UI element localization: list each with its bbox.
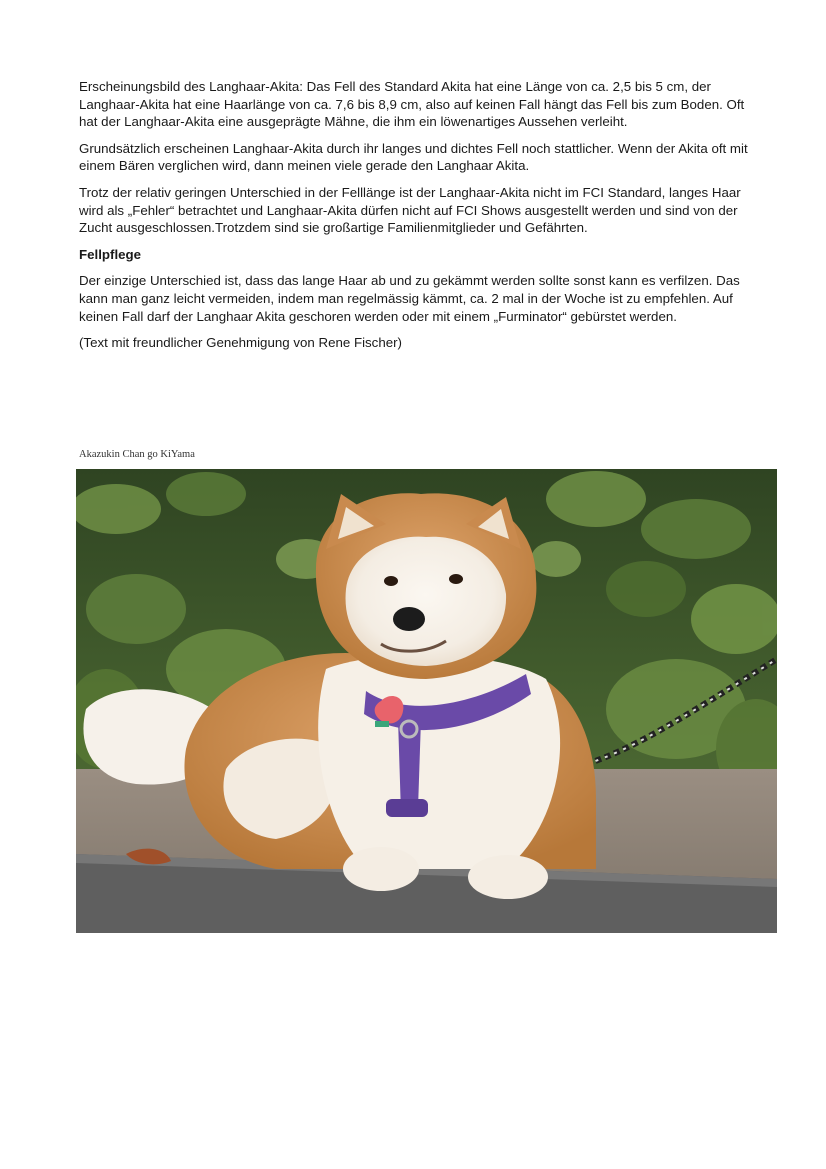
section-heading-fellpflege: Fellpflege xyxy=(79,246,142,262)
document-body xyxy=(79,78,749,361)
akita-photo xyxy=(76,469,777,933)
paragraph-fellpflege: Der einzige Unterschied ist, dass das lange Haar ab und zu gekämmt werden sollte sonst kann es verfilzen. Das kann man ganz leicht vermeiden, indem man regelmässig kämmt, ca. 2 mal in der Woche ist zu empfehlen. Auf keinen Fall darf der Langhaar Akita geschoren werden oder mit einem „Furminator“ gebürstet werden. xyxy=(79,273,740,324)
dog-paw-left xyxy=(343,847,419,891)
paragraph-appearance: Erscheinungsbild des Langhaar-Akita: Das Fell des Standard Akita hat eine Länge von ca. 2,5 bis 5 cm, der Langhaar-Akita hat eine Haarlänge von ca. 7,6 bis 8,9 cm, also auf keinen Fall hängt das Fell bis zum Boden. Oft hat der Langhaar-Akita eine ausgeprägte Mähne, die ihm ein löwenartiges Aussehen verleiht. xyxy=(79,79,745,130)
dog-nose xyxy=(393,607,425,631)
dog-eye-left xyxy=(384,576,398,586)
photo-caption: Akazukin Chan go KiYama xyxy=(79,449,195,460)
paragraph-fci-standard: Trotz der relativ geringen Unterschied in der Felllänge ist der Langhaar-Akita nicht im FCI Standard, langes Haar wird als „Fehler“ betrachtet und Langhaar-Akita dürfen nicht auf FCI Shows ausgestellt werden und sind von der Zucht ausgeschlossen.Trotzdem sind sie großartige Familienmitglieder und Gefährten. xyxy=(79,184,741,236)
dog-eye-right xyxy=(449,574,463,584)
text-credit: (Text mit freundlicher Genehmigung von Rene Fischer) xyxy=(79,335,402,351)
paragraph-bear-comparison: Grundsätzlich erscheinen Langhaar-Akita durch ihr langes und dichtes Fell noch stattlicher. Wenn der Akita oft mit einem Bären verglichen wird, dann meinen viele gerade den Langhaar Akita. xyxy=(79,140,748,174)
dog-paw-right xyxy=(468,855,548,899)
